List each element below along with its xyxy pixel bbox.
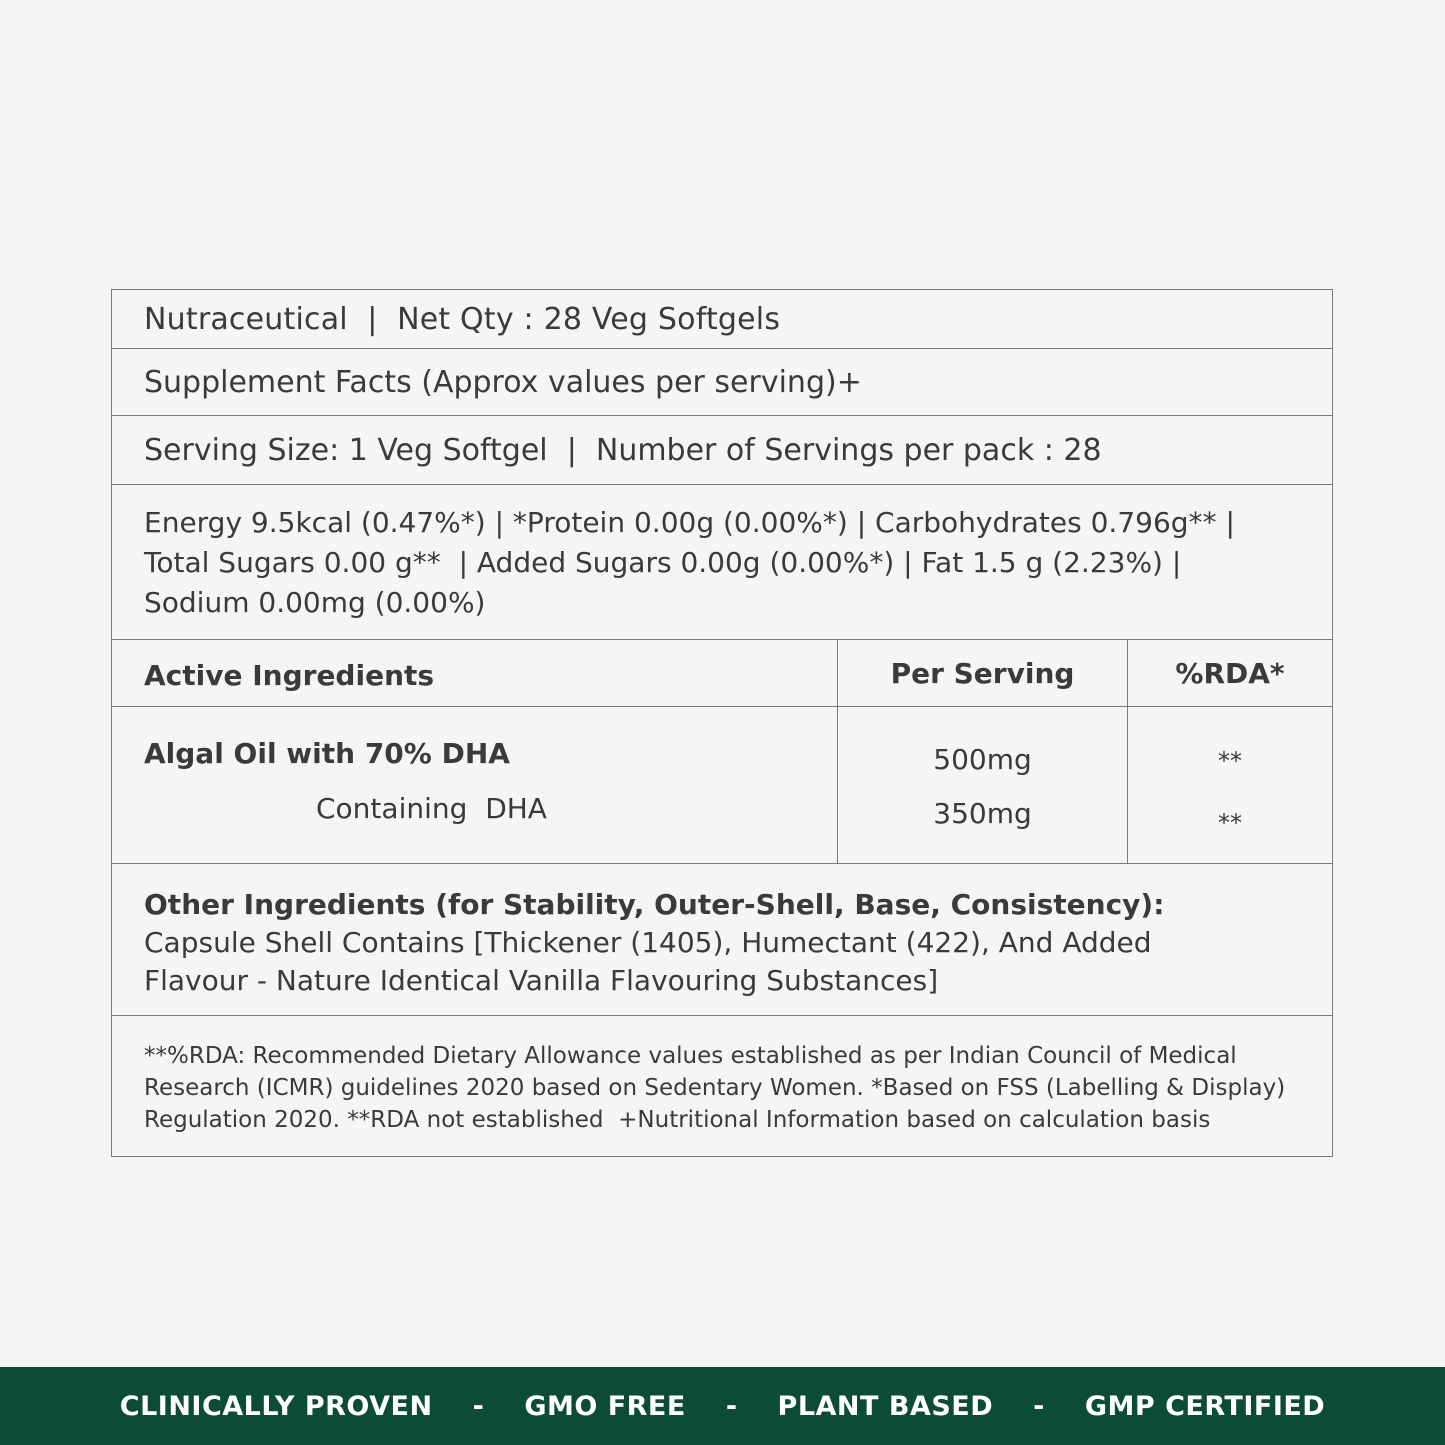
claim-clinically-proven: CLINICALLY PROVEN (119, 1390, 433, 1422)
nutrition-line: Sodium 0.00mg (0.00%) (144, 586, 486, 619)
footnote-line: Research (ICMR) guidelines 2020 based on Sedentary Women. *Based on FSS (Labelling & Display) (144, 1075, 1286, 1101)
other-ingredients-heading: Other Ingredients (for Stability, Outer-Shell, Base, Consistency): (144, 888, 1165, 921)
ingredients-table-header (112, 640, 1332, 707)
claims-banner (0, 1367, 1445, 1445)
nutrition-row (112, 485, 1332, 640)
facts-title-row (112, 349, 1332, 416)
other-ingredients-line: Flavour - Nature Identical Vanilla Flavouring Substances] (144, 964, 939, 997)
footnotes-row (112, 1016, 1332, 1156)
net-qty-text: Nutraceutical | Net Qty : 28 Veg Softgels (144, 301, 781, 337)
claim-separator: - (472, 1390, 485, 1422)
net-qty-row (112, 290, 1332, 349)
per-serving-value: 350mg (933, 797, 1032, 830)
claim-plant-based: PLANT BASED (777, 1390, 994, 1422)
header-active-ingredients: Active Ingredients (112, 640, 838, 706)
ingredients-table-body (112, 707, 1332, 864)
claim-gmp-certified: GMP CERTIFIED (1084, 1390, 1326, 1422)
rda-value: ** (1218, 809, 1242, 837)
nutrition-line: Total Sugars 0.00 g** | Added Sugars 0.00g (0.00%*) | Fat 1.5 g (2.23%) | (144, 546, 1182, 579)
header-per-serving: Per Serving (838, 640, 1128, 706)
facts-title: Supplement Facts (Approx values per serving)+ (144, 364, 862, 400)
footnote-line: **%RDA: Recommended Dietary Allowance values established as per Indian Council of Medical (144, 1043, 1237, 1069)
ingredient-column (112, 707, 838, 863)
nutrition-line: Energy 9.5kcal (0.47%*) | *Protein 0.00g (0.00%*) | Carbohydrates 0.796g** | (144, 506, 1235, 539)
claim-separator: - (1033, 1390, 1045, 1422)
claim-gmo-free: GMO FREE (524, 1390, 686, 1422)
per-serving-value: 500mg (933, 743, 1032, 776)
claim-separator: - (725, 1390, 738, 1422)
serving-text: Serving Size: 1 Veg Softgel | Number of Servings per pack : 28 (144, 432, 1102, 468)
footnote-line: Regulation 2020. **RDA not established +Nutritional Information based on calculation basis (144, 1107, 1211, 1133)
rda-value: ** (1218, 747, 1242, 775)
header-rda: %RDA* (1175, 656, 1285, 690)
supplement-facts-label (111, 289, 1333, 1157)
rda-column (1128, 707, 1332, 863)
ingredient-sub-name: Containing DHA (316, 792, 547, 825)
other-ingredients-line: Capsule Shell Contains [Thickener (1405), Humectant (422), And Added (144, 926, 1152, 959)
other-ingredients-row (112, 864, 1332, 1016)
per-serving-column (838, 707, 1128, 863)
ingredient-name: Algal Oil with 70% DHA (144, 737, 510, 770)
serving-row (112, 416, 1332, 485)
